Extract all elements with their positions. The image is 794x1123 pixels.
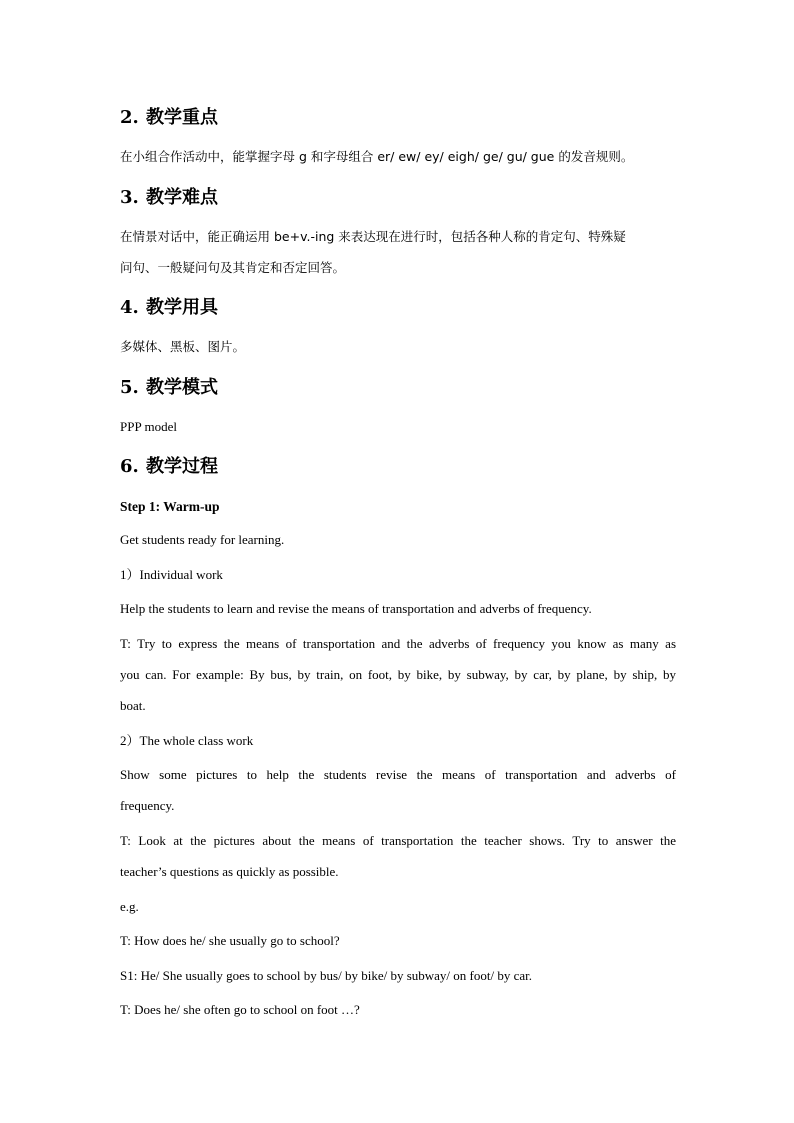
part-1-label: 1）Individual work bbox=[120, 567, 223, 582]
example-label: e.g. bbox=[120, 899, 139, 914]
part-2-teacher-line-2: teacher’s questions as quickly as possible. bbox=[120, 864, 339, 879]
part-1-teacher-line-2: you can. For example: By bus, by train, on foot, by bike, by subway, by car, by plane, by ship, by bbox=[120, 667, 676, 682]
section-4-number: 4. bbox=[120, 297, 139, 318]
step-1-intro: Get students ready for learning. bbox=[120, 532, 285, 547]
part-2-description-line-1: Show some pictures to help the students revise the means of transportation and adverbs of bbox=[120, 767, 676, 782]
section-6-number: 6. bbox=[120, 456, 139, 477]
section-6-title: 教学过程 bbox=[146, 456, 218, 477]
dialog-line-2: S1: He/ She usually goes to school by bus/ by bike/ by subway/ on foot/ by car. bbox=[120, 968, 532, 983]
section-5-number: 5. bbox=[120, 377, 139, 398]
section-3-body-line-2: 问句、一般疑问句及其肯定和否定回答。 bbox=[120, 260, 346, 275]
section-4-body: 多媒体、黑板、图片。 bbox=[120, 339, 246, 354]
section-2-body: 在小组合作活动中，能掌握字母 g 和字母组合 er/ ew/ ey/ eigh/ ge/ gu/ gue 的发音规则。 bbox=[120, 149, 634, 164]
part-2-label: 2）The whole class work bbox=[120, 733, 254, 748]
section-2-number: 2. bbox=[120, 107, 139, 128]
step-1-title: Step 1: Warm-up bbox=[120, 499, 220, 514]
section-3-title: 教学难点 bbox=[146, 187, 218, 208]
section-4-title: 教学用具 bbox=[146, 297, 218, 318]
section-3-heading bbox=[120, 187, 676, 209]
dialog-line-3: T: Does he/ she often go to school on foot …? bbox=[120, 1002, 360, 1017]
section-5-body: PPP model bbox=[120, 419, 177, 434]
section-2-heading bbox=[120, 107, 676, 129]
section-5-title: 教学模式 bbox=[146, 377, 218, 398]
part-1-teacher-line-3: boat. bbox=[120, 698, 146, 713]
part-1-description: Help the students to learn and revise the means of transportation and adverbs of frequency. bbox=[120, 601, 592, 616]
part-1-teacher-line-1: T: Try to express the means of transportation and the adverbs of frequency you know as many as bbox=[120, 636, 676, 651]
section-6-heading bbox=[120, 456, 676, 478]
section-5-heading bbox=[120, 377, 676, 399]
section-4-heading bbox=[120, 297, 676, 319]
section-3-body-line-1: 在情景对话中，能正确运用 be+v.-ing 来表达现在进行时，包括各种人称的肯定句、特殊疑 bbox=[120, 229, 626, 244]
dialog-line-1: T: How does he/ she usually go to school? bbox=[120, 933, 340, 948]
section-3-number: 3. bbox=[120, 187, 139, 208]
section-2-title: 教学重点 bbox=[146, 107, 218, 128]
part-2-teacher-line-1: T: Look at the pictures about the means of transportation the teacher shows. Try to answer the bbox=[120, 833, 676, 848]
part-2-description-line-2: frequency. bbox=[120, 798, 175, 813]
